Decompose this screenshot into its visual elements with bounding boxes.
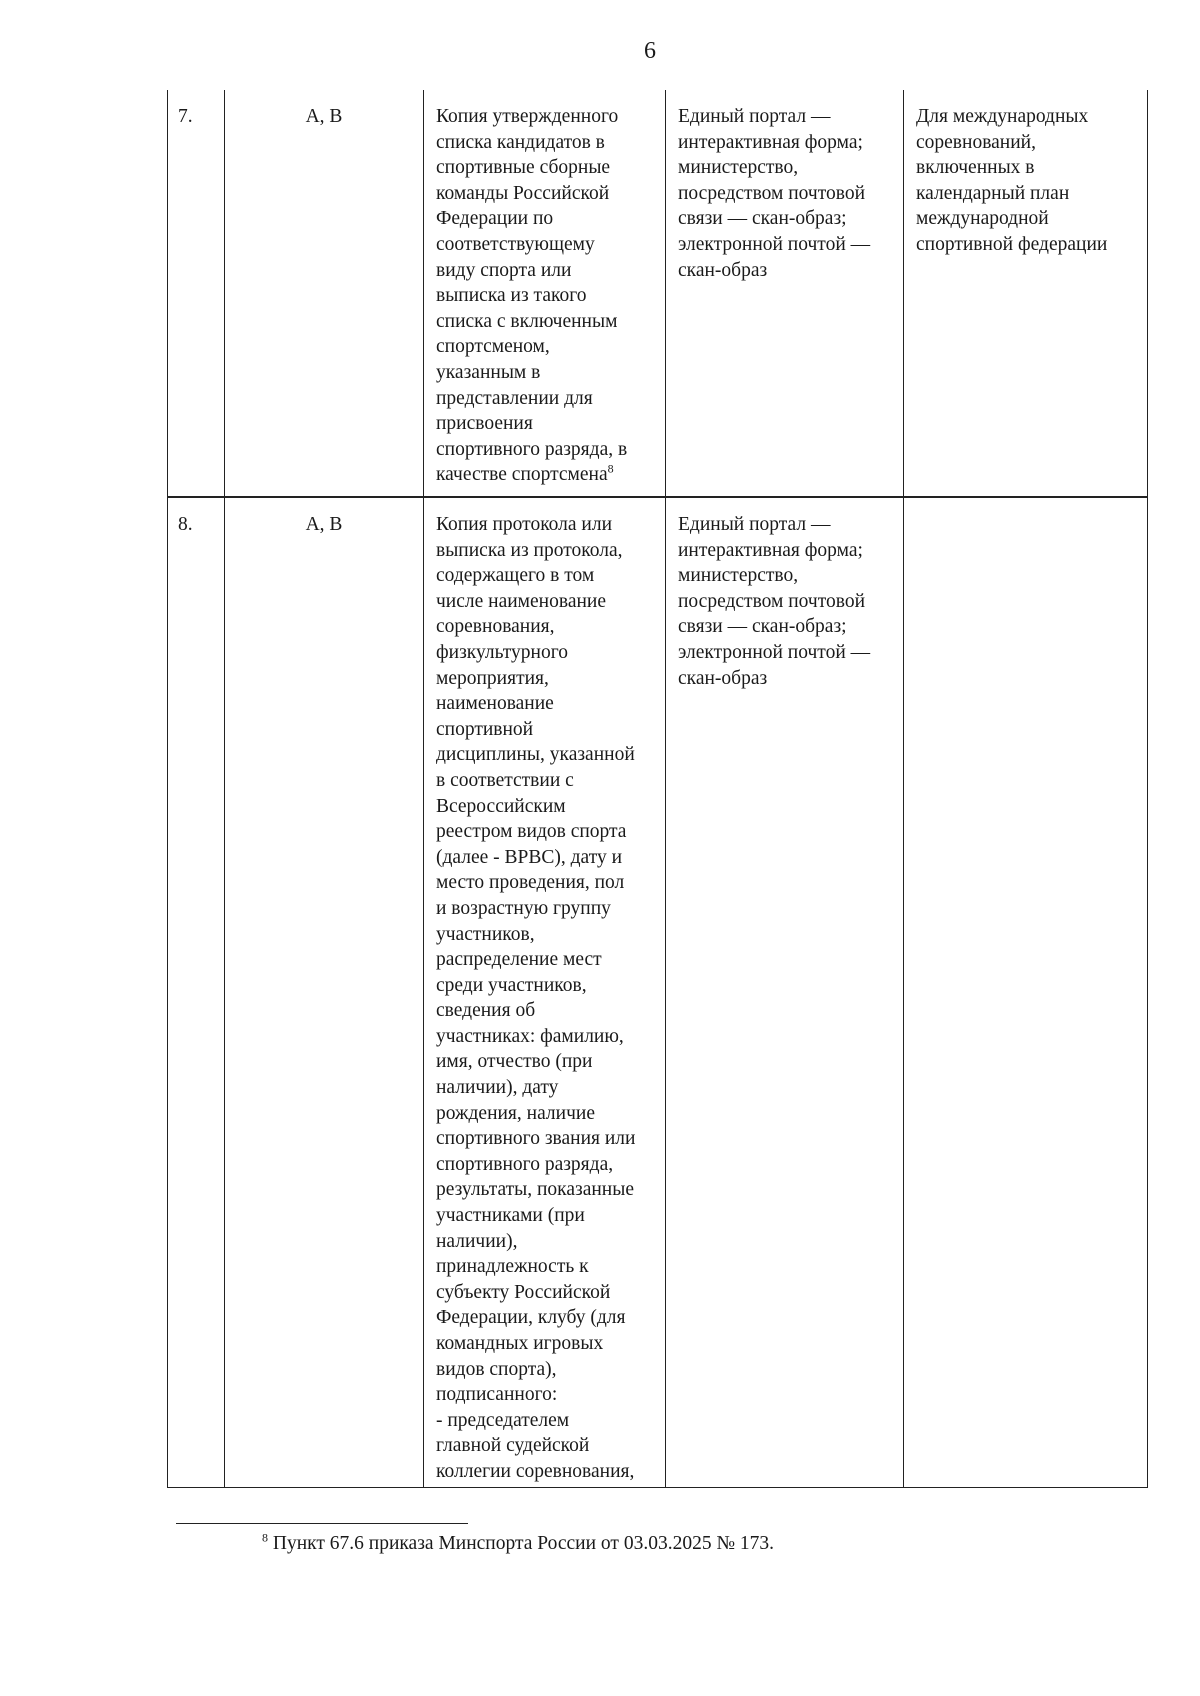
document-line: участников, — [436, 923, 535, 945]
document-line: наличии), дату — [436, 1077, 559, 1099]
document-line: Федерации по — [436, 208, 554, 230]
note-line: спортивной федерации — [916, 233, 1108, 255]
document-line: соответствующему — [436, 233, 595, 255]
document-line: спортивного разряда, в — [436, 438, 628, 460]
table-row — [167, 90, 1148, 497]
category-cell: А, В — [224, 90, 423, 496]
row-number: 7. — [167, 90, 224, 496]
method-line: Единый портал — — [678, 106, 831, 127]
note-cell — [903, 90, 1148, 496]
footnote-text: Пункт 67.6 приказа Минспорта России от 03.03.2025 № 173. — [268, 1533, 775, 1554]
method-line: интерактивная форма; — [678, 539, 863, 561]
document-cell — [423, 90, 665, 496]
method-line: министерство, — [678, 157, 799, 179]
document-line: выписка из протокола, — [436, 539, 623, 561]
document-line: Копия утвержденного — [436, 106, 619, 127]
method-line: Единый портал — — [678, 514, 831, 535]
method-line: интерактивная форма; — [678, 131, 863, 153]
document-line: место проведения, пол — [436, 872, 625, 894]
method-cell — [665, 498, 903, 1487]
document-line: Всероссийским — [436, 795, 566, 817]
method-line: скан-образ — [678, 667, 768, 689]
footnote — [262, 1530, 775, 1555]
document-line: числе наименование — [436, 590, 606, 612]
method-line: связи — скан-образ; — [678, 616, 847, 638]
document-line: результаты, показанные — [436, 1179, 634, 1201]
table-row — [167, 497, 1148, 1488]
document-line: физкультурного — [436, 641, 568, 663]
document-line: Копия протокола или — [436, 514, 613, 535]
document-line: спортивного звания или — [436, 1128, 636, 1150]
footnote-marker: 8 — [262, 1530, 268, 1545]
note-line: соревнований, — [916, 131, 1036, 153]
note-line: Для международных — [916, 106, 1089, 127]
document-line: наличии), — [436, 1230, 518, 1252]
document-line: принадлежность к — [436, 1256, 589, 1278]
note-cell — [903, 498, 1148, 1487]
document-line-last — [436, 462, 659, 488]
document-line: мероприятия, — [436, 667, 549, 689]
document-line: рождения, наличие — [436, 1102, 595, 1124]
document-line: распределение мест — [436, 949, 602, 971]
method-line: электронной почтой — — [678, 233, 871, 255]
footnote-divider — [176, 1523, 468, 1524]
document-line: представлении для — [436, 387, 593, 409]
document-line: имя, отчество (при — [436, 1051, 593, 1073]
document-line: (далее - ВРВС), дату и — [436, 846, 623, 868]
category-cell: А, В — [224, 498, 423, 1487]
method-line: связи — скан-образ; — [678, 208, 847, 230]
document-line: спортивной — [436, 718, 534, 740]
document-line: спортивного разряда, — [436, 1153, 614, 1175]
document-cell — [423, 498, 665, 1487]
document-line: главной судейской — [436, 1435, 590, 1457]
document-line: подписанного: — [436, 1384, 558, 1406]
document-line: реестром видов спорта — [436, 821, 627, 843]
document-line: сведения об — [436, 1000, 536, 1022]
document-line: видов спорта), — [436, 1358, 557, 1380]
page-number: 6 — [644, 38, 656, 64]
document-line: спортсменом, — [436, 336, 550, 358]
method-line: посредством почтовой — [678, 182, 866, 204]
document-line: среди участников, — [436, 974, 587, 996]
method-line: посредством почтовой — [678, 590, 866, 612]
document-line: указанным в — [436, 361, 541, 383]
document-line: дисциплины, указанной — [436, 744, 635, 766]
document-line: командных игровых — [436, 1333, 604, 1354]
note-line: международной — [916, 208, 1049, 230]
document-line: коллегии соревнования, — [436, 1460, 635, 1482]
method-line: скан-образ — [678, 259, 768, 281]
document-line: в соответствии с — [436, 769, 574, 791]
method-cell — [665, 90, 903, 496]
note-line: календарный план — [916, 182, 1070, 204]
method-line: электронной почтой — — [678, 641, 871, 663]
document-line: качестве спортсмена — [436, 464, 608, 486]
document-line: участниками (при — [436, 1205, 585, 1227]
document-line: наименование — [436, 693, 554, 715]
document-line: Федерации, клубу (для — [436, 1307, 626, 1329]
document-line: присвоения — [436, 413, 533, 435]
method-line: министерство, — [678, 565, 799, 587]
document-line: содержащего в том — [436, 565, 595, 587]
note-line: включенных в — [916, 157, 1035, 179]
document-line: участниках: фамилию, — [436, 1025, 624, 1047]
document-line: соревнования, — [436, 616, 555, 638]
document-line: и возрастную группу — [436, 897, 611, 919]
document-line: списка кандидатов в — [436, 131, 605, 153]
document-line: команды Российской — [436, 182, 610, 204]
document-line: спортивные сборные — [436, 157, 611, 179]
document-line: выписка из такого — [436, 285, 587, 307]
document-line: - председателем — [436, 1409, 570, 1431]
document-line: субъекту Российской — [436, 1281, 611, 1303]
document-line: виду спорта или — [436, 259, 572, 281]
document-line: списка с включенным — [436, 310, 618, 332]
footnote-ref: 8 — [607, 461, 614, 476]
row-number: 8. — [167, 498, 224, 1487]
